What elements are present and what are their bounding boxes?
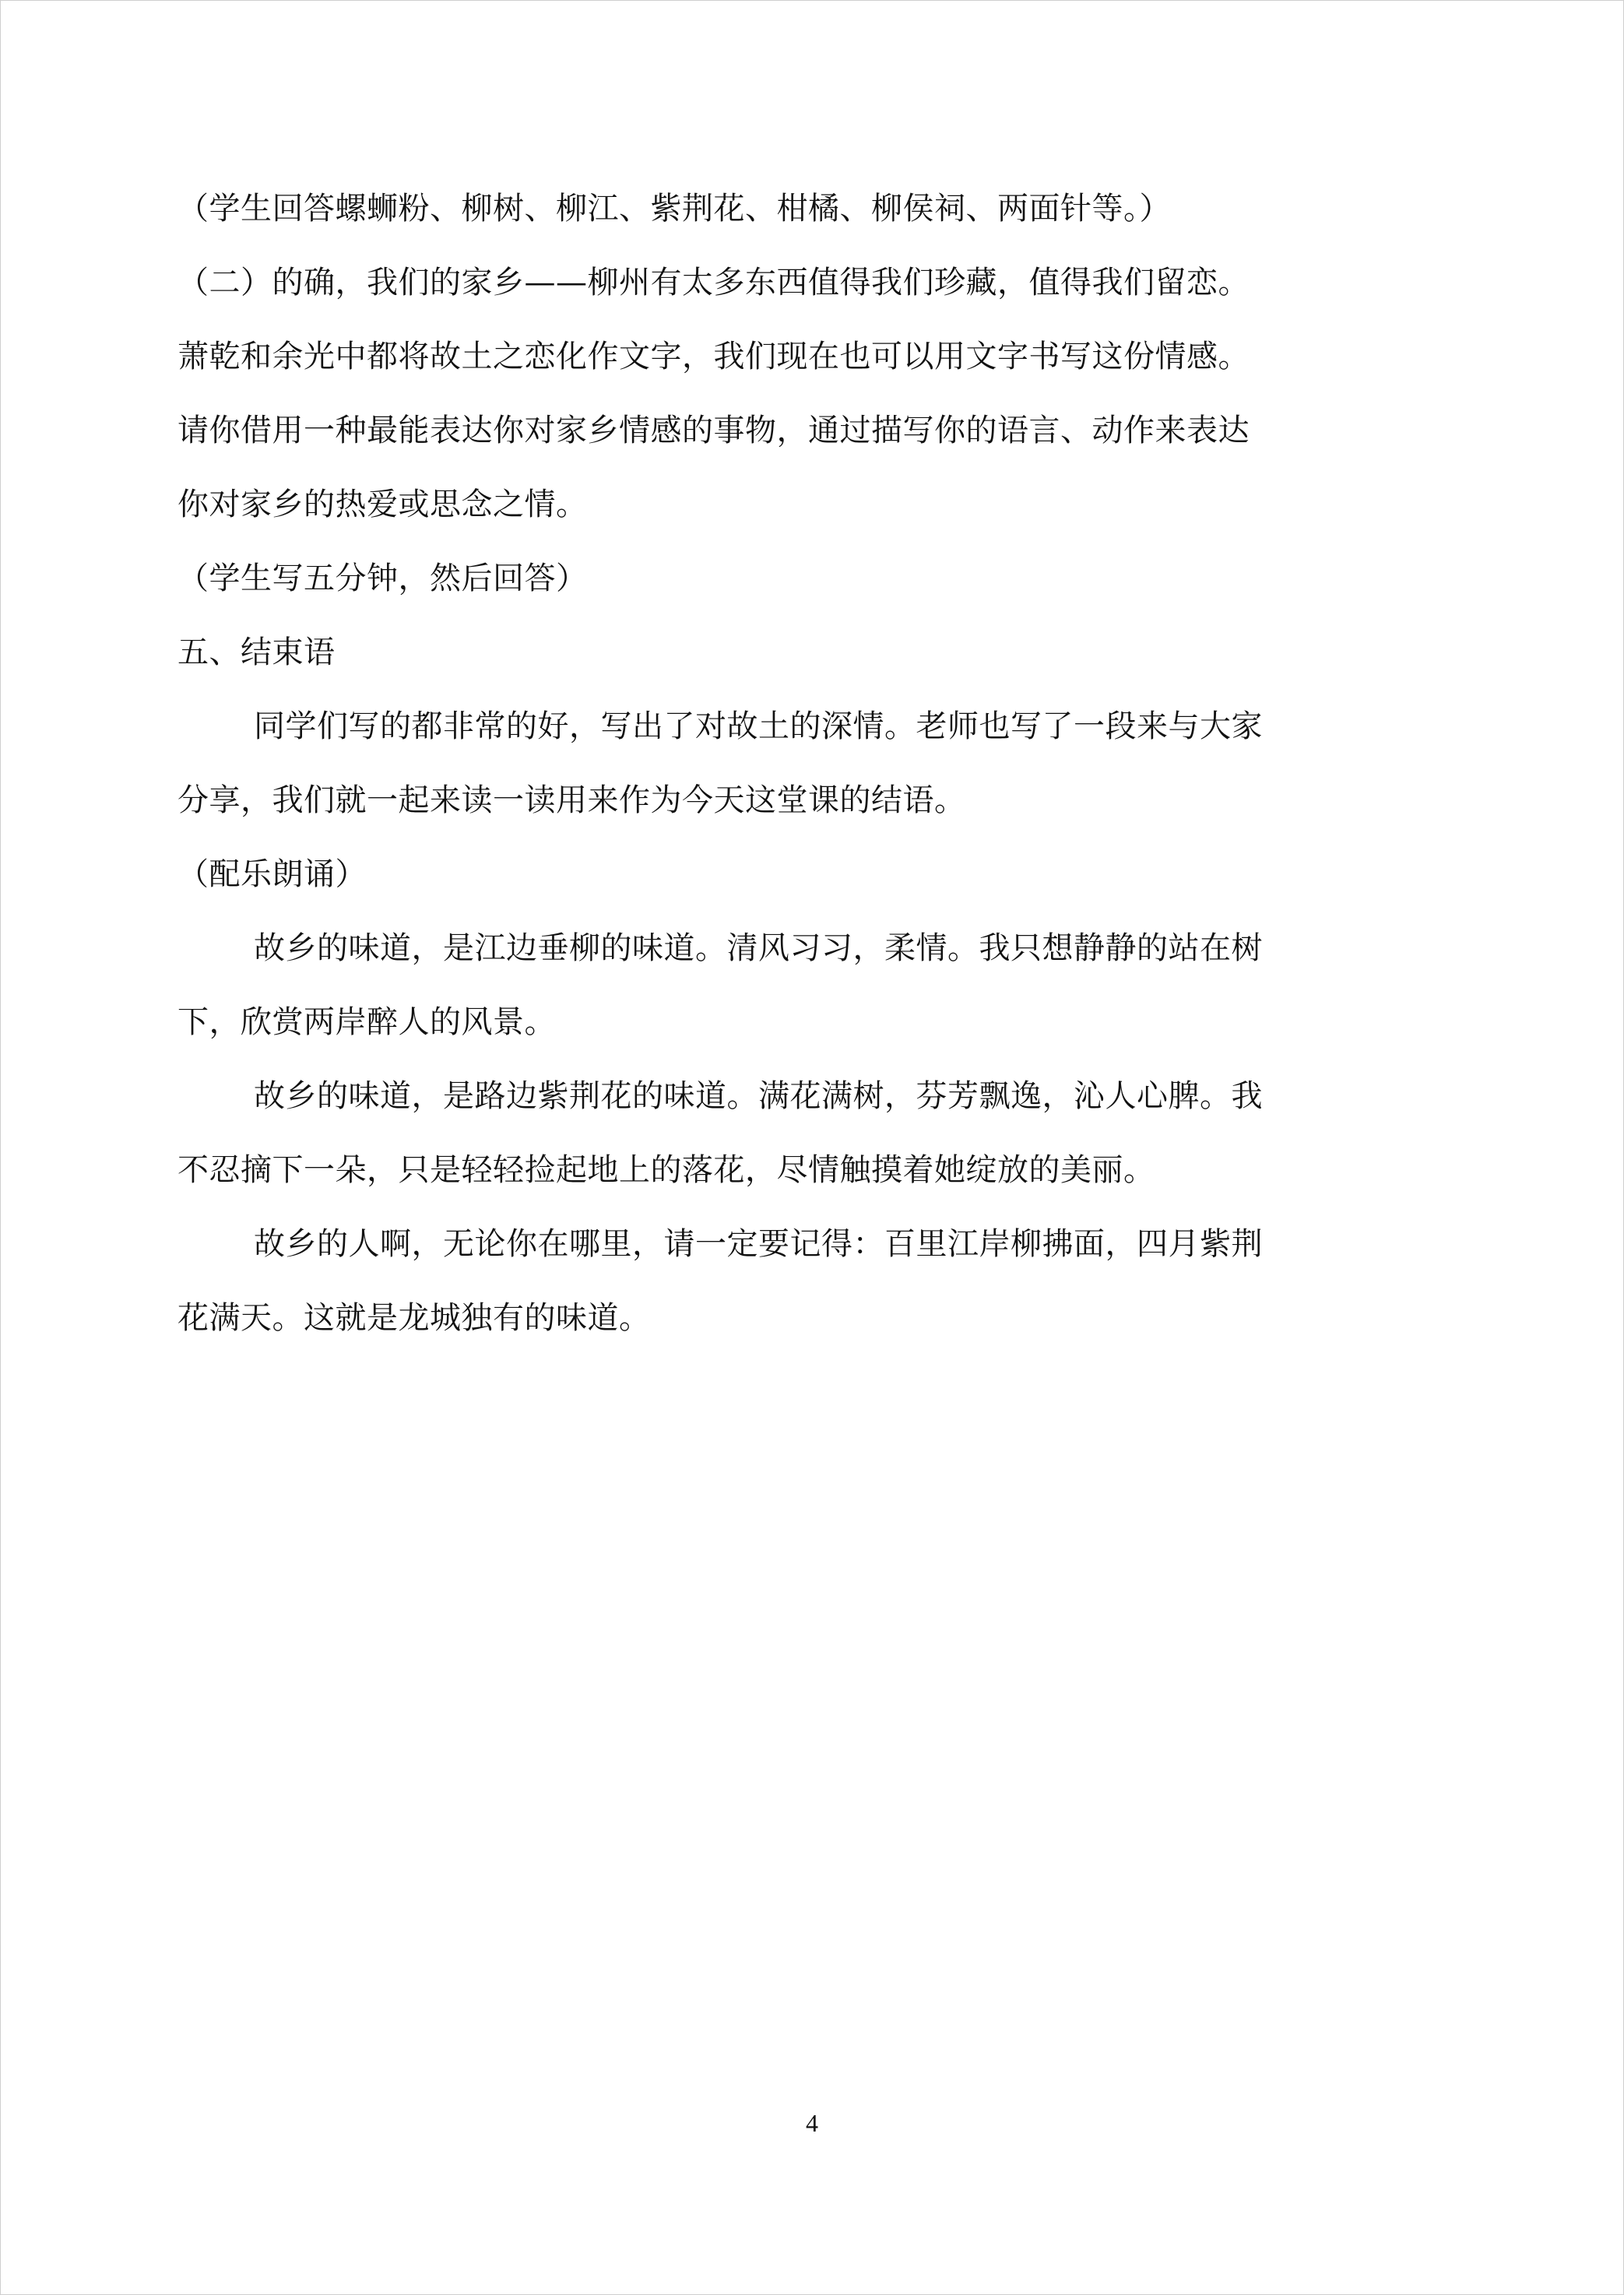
document-body — [178, 187, 1454, 1370]
paragraph-line: 你对家乡的热爱或思念之情。 — [178, 487, 588, 522]
paragraph-line: 同学们写的都非常的好，写出了对故土的深情。老师也写了一段来与大家 — [254, 708, 1263, 744]
paragraph-line: 分享，我们就一起来读一读用来作为今天这堂课的结语。 — [178, 782, 966, 818]
page-number: 4 — [806, 2109, 818, 2137]
poem-line: 故乡的味道，是路边紫荆花的味道。满花满树，芬芳飘逸，沁人心脾。我 — [254, 1078, 1263, 1114]
student-answer-note: （学生回答螺蛳粉、柳树、柳江、紫荆花、柑橘、柳侯祠、两面针等。） — [178, 191, 1171, 227]
recitation-note: （配乐朗诵） — [178, 856, 367, 892]
poem-line: 故乡的人啊，无论你在哪里，请一定要记得：百里江岸柳拂面，四月紫荆 — [254, 1226, 1263, 1262]
paragraph-line: 请你借用一种最能表达你对家乡情感的事物，通过描写你的语言、动作来表达 — [178, 413, 1250, 448]
section-heading: 五、结束语 — [178, 634, 336, 670]
poem-line: 不忍摘下一朵，只是轻轻捡起地上的落花，尽情触摸着她绽放的美丽。 — [178, 1152, 1155, 1188]
poem-line: 花满天。这就是龙城独有的味道。 — [178, 1300, 651, 1336]
poem-line: 下，欣赏两岸醉人的风景。 — [178, 1004, 556, 1040]
poem-line: 故乡的味道，是江边垂柳的味道。清风习习，柔情。我只想静静的站在树 — [254, 930, 1263, 966]
student-writing-note: （学生写五分钟，然后回答） — [178, 561, 588, 596]
paragraph-line: 萧乾和余光中都将故土之恋化作文字，我们现在也可以用文字书写这份情感。 — [178, 339, 1250, 374]
paragraph-line: （二）的确，我们的家乡——柳州有太多东西值得我们珍藏，值得我们留恋。 — [178, 265, 1250, 300]
